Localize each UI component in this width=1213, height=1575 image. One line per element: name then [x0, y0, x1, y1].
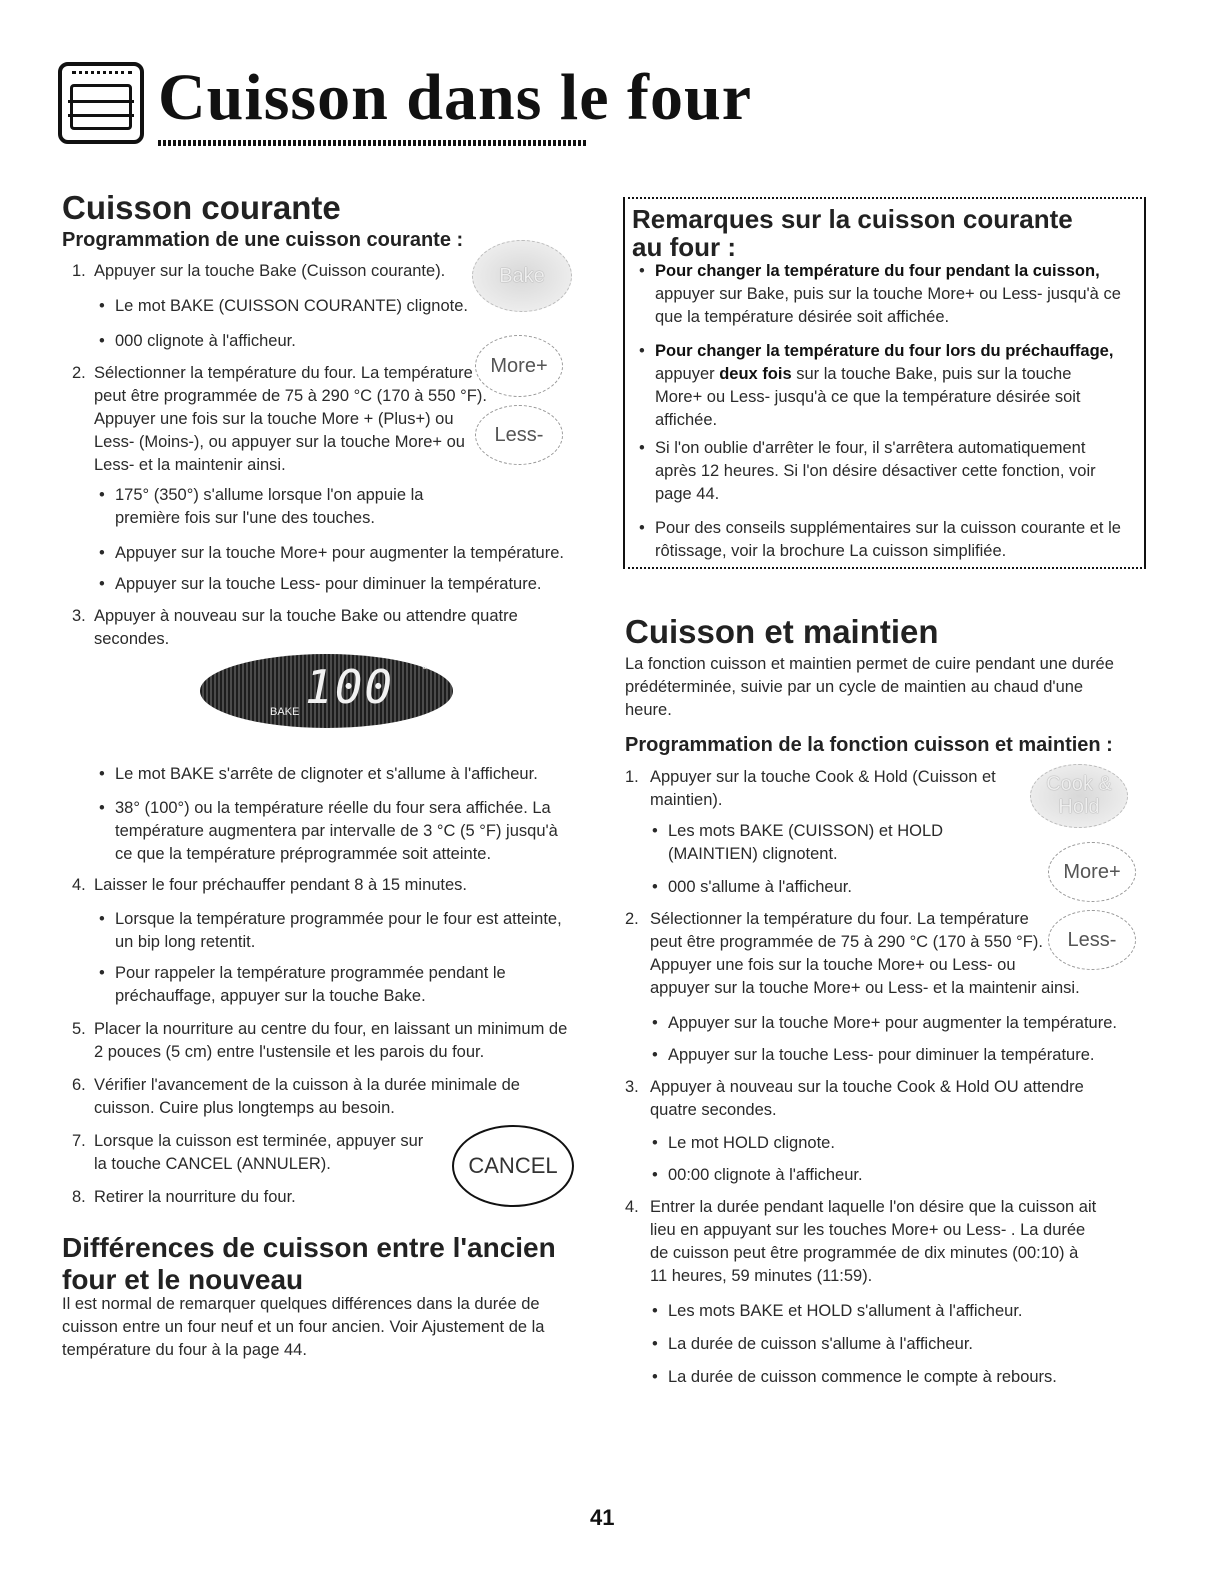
display-degree: °	[422, 662, 428, 678]
bullet-item: • Appuyer sur la touche Less- pour diminuer la température.	[115, 573, 541, 596]
step-text	[650, 1076, 1084, 1122]
text-span: sur la touche Bake, puis sur la touche	[791, 365, 1072, 383]
title-line: four et le nouveau	[62, 1264, 304, 1295]
text-line: que la température désirée soit affichée.	[655, 308, 950, 326]
text-line: Entrer la durée pendant laquelle l'on désire que la cuisson ait	[650, 1198, 1097, 1216]
more-key: More+	[1048, 842, 1136, 902]
title-line: Remarques sur la cuisson courante	[632, 204, 1073, 234]
step-4	[72, 874, 467, 897]
maintien-step-3	[625, 1076, 1084, 1122]
step-text	[94, 362, 487, 477]
display-bake-label: BAKE	[270, 706, 300, 718]
note-bullet	[655, 437, 1096, 506]
bold-text: • Pour changer la température du four lors du préchauffage,	[655, 342, 1114, 360]
step-text	[94, 1074, 520, 1120]
text-line: La fonction cuisson et maintien permet de cuire pendant une durée	[625, 655, 1114, 673]
text-span: appuyer	[655, 365, 720, 383]
text-line: secondes.	[94, 630, 170, 648]
section-title-cuisson-courante: Cuisson courante	[62, 189, 341, 226]
step-text	[94, 1018, 567, 1064]
bold-text: deux fois	[719, 365, 792, 383]
text-line: température augmentera par intervalle de 3 °C (5 °F) jusqu'à	[115, 822, 558, 840]
page-number: 41	[590, 1505, 615, 1530]
bold-text: • Pour changer la température du four pendant la cuisson,	[655, 262, 1100, 280]
text-line: • Si l'on oublie d'arrêter le four, il s'arrêtera automatiquement	[655, 439, 1086, 457]
page-title: Cuisson dans le four	[158, 61, 752, 134]
title-line: au four :	[632, 232, 736, 262]
text-line: • 38° (100°) ou la température réelle du four sera affichée. La	[115, 799, 551, 817]
step-number: 3.	[625, 1078, 639, 1096]
text-line: peut être programmée de 75 à 290 °C (170 à 550 °F).	[650, 933, 1043, 951]
step-text	[650, 1196, 1096, 1288]
bullet-item	[115, 962, 506, 1008]
text-line: température du four à la page 44.	[62, 1341, 307, 1359]
text-line: lieu en appuyant sur les touches More+ ou Less- . La durée	[650, 1221, 1086, 1239]
bullet-item	[115, 908, 562, 954]
text-line: 11 heures, 59 minutes (11:59).	[650, 1267, 873, 1285]
bullet-item	[115, 484, 423, 530]
bullet-item: • Le mot HOLD clignote.	[668, 1132, 835, 1155]
bullet-item: • Le mot BAKE s'arrête de clignoter et s'allume à l'afficheur.	[115, 763, 538, 786]
text-line: 2 pouces (5 cm) entre l'ustensile et les parois du four.	[94, 1043, 485, 1061]
title-underline	[158, 140, 586, 146]
maintien-intro	[625, 653, 1114, 722]
text-line: de cuisson peut être programmée de dix minutes (00:10) à	[650, 1244, 1079, 1262]
text-line	[655, 363, 1113, 386]
bullet-item	[115, 797, 558, 866]
bullet-item: • Appuyer sur la touche Less- pour diminuer la température.	[668, 1044, 1094, 1067]
step-text: Retirer la nourriture du four.	[94, 1188, 296, 1206]
text-line: Sélectionner la température du four. La température	[94, 364, 473, 382]
less-key: Less-	[1048, 910, 1136, 970]
step-number: 8.	[72, 1188, 86, 1206]
bullet-item: • Les mots BAKE et HOLD s'allument à l'afficheur.	[668, 1300, 1023, 1323]
oven-icon	[58, 62, 144, 144]
section-title-differences	[62, 1232, 556, 1296]
text-line: • Les mots BAKE (CUISSON) et HOLD	[668, 822, 944, 840]
bullet-item: • La durée de cuisson s'allume à l'afficheur.	[668, 1333, 973, 1356]
step-8	[72, 1186, 296, 1209]
text-line: rôtissage, voir la brochure La cuisson simplifiée.	[655, 542, 1007, 560]
text-line: Appuyer sur la touche Cook & Hold (Cuisson et	[650, 768, 996, 786]
text-line: Less- (Moins-), ou appuyer sur la touche More+ ou	[94, 433, 465, 451]
step-number: 4.	[625, 1198, 639, 1216]
text-line: appuyer sur Bake, puis sur la touche More+ ou Less- jusqu'à ce	[655, 285, 1121, 303]
text-line: prédéterminée, suivie par un cycle de maintien au chaud d'une	[625, 678, 1084, 696]
text-line: la touche CANCEL (ANNULER).	[94, 1155, 331, 1173]
step-text: Laisser le four préchauffer pendant 8 à 15 minutes.	[94, 876, 468, 894]
text-line: page 44.	[655, 485, 720, 503]
bullet-item: • 000 s'allume à l'afficheur.	[668, 876, 852, 899]
text-line: • Pour rappeler la température programmée pendant le	[115, 964, 506, 982]
text-line: cuisson. Cuire plus longtemps au besoin.	[94, 1099, 395, 1117]
step-7	[72, 1130, 423, 1176]
step-number: 1.	[625, 768, 639, 786]
text-line: Appuyer à nouveau sur la touche Cook & Hold OU attendre	[650, 1078, 1084, 1096]
text-line: maintien).	[650, 791, 723, 809]
maintien-step-2	[625, 908, 1080, 1000]
more-key: More+	[475, 335, 563, 397]
text-line: cuisson entre un four neuf et un four ancien. Voir Ajustement de la	[62, 1318, 545, 1336]
text-line: • Lorsque la température programmée pour le four est atteinte,	[115, 910, 562, 928]
text-line: Appuyer une fois sur la touche More + (Plus+) ou	[94, 410, 454, 428]
differences-paragraph	[62, 1293, 544, 1362]
bullet-item: • 000 clignote à l'afficheur.	[115, 330, 296, 353]
section-title-cuisson-maintien: Cuisson et maintien	[625, 613, 939, 650]
subtitle-programmation-maintien: Programmation de la fonction cuisson et maintien :	[625, 734, 1113, 756]
step-number: 2.	[72, 364, 86, 382]
note-bullet	[655, 260, 1121, 329]
step-text	[94, 1130, 423, 1176]
text-line: Appuyer une fois sur la touche More+ ou Less- ou	[650, 956, 1016, 974]
text-line: préchauffage, appuyer sur la touche Bake.	[115, 987, 426, 1005]
step-text	[650, 908, 1080, 1000]
text-line: première fois sur l'une des touches.	[115, 509, 375, 527]
text-line: peut être programmée de 75 à 290 °C (170 à 550 °F).	[94, 387, 487, 405]
text-line: affichée.	[655, 411, 718, 429]
text-line: heure.	[625, 701, 672, 719]
step-3	[72, 605, 518, 651]
step-6	[72, 1074, 520, 1120]
bullet-item	[668, 820, 943, 866]
text-line: (MAINTIEN) clignotent.	[668, 845, 838, 863]
display-digits: 100	[305, 660, 395, 714]
subtitle-programmation-courante: Programmation de une cuisson courante :	[62, 229, 464, 251]
note-bullet	[655, 340, 1113, 432]
text-line: Placer la nourriture au centre du four, en laissant un minimum de	[94, 1020, 568, 1038]
text-line: Lorsque la cuisson est terminée, appuyer sur	[94, 1132, 424, 1150]
bullet-item: • Le mot BAKE (CUISSON COURANTE) clignote.	[115, 295, 468, 318]
step-2	[72, 362, 487, 477]
bullet-item: • Appuyer sur la touche More+ pour augmenter la température.	[668, 1012, 1117, 1035]
text-line: Sélectionner la température du four. La température	[650, 910, 1029, 928]
text-line: quatre secondes.	[650, 1101, 777, 1119]
step-text	[94, 605, 518, 651]
step-number: 6.	[72, 1076, 86, 1094]
step-number: 3.	[72, 607, 86, 625]
text-line: Appuyer à nouveau sur la touche Bake ou attendre quatre	[94, 607, 518, 625]
text-line: • 175° (350°) s'allume lorsque l'on appuie la	[115, 486, 424, 504]
step-number: 1.	[72, 262, 86, 280]
title-line: Différences de cuisson entre l'ancien	[62, 1232, 556, 1263]
step-number: 7.	[72, 1132, 86, 1150]
cook-hold-key: Cook & Hold	[1030, 764, 1128, 828]
text-line: • Pour des conseils supplémentaires sur la cuisson courante et le	[655, 519, 1121, 537]
cancel-key: CANCEL	[452, 1125, 574, 1207]
bullet-item: • Appuyer sur la touche More+ pour augmenter la température.	[115, 542, 564, 565]
text-line: appuyer sur la touche More+ ou Less- et la maintenir ainsi.	[650, 979, 1080, 997]
notes-title	[632, 205, 1073, 261]
step-number: 2.	[625, 910, 639, 928]
text-line: Less- et la maintenir ainsi.	[94, 456, 286, 474]
bullet-item: • 00:00 clignote à l'afficheur.	[668, 1164, 863, 1187]
bake-key: Bake	[472, 240, 572, 312]
note-bullet	[655, 517, 1121, 563]
text-line: ce que la température préprogrammée soit atteinte.	[115, 845, 492, 863]
step-number: 5.	[72, 1020, 86, 1038]
text-line: Il est normal de remarquer quelques différences dans la durée de	[62, 1295, 540, 1313]
text-line: après 12 heures. Si l'on désire désactiver cette fonction, voir	[655, 462, 1096, 480]
text-line: un bip long retentit.	[115, 933, 256, 951]
less-key: Less-	[475, 405, 563, 465]
step-5	[72, 1018, 567, 1064]
step-text	[650, 766, 996, 812]
step-text: Appuyer sur la touche Bake (Cuisson courante).	[94, 262, 446, 280]
text-line: Vérifier l'avancement de la cuisson à la durée minimale de	[94, 1076, 520, 1094]
maintien-step-1	[625, 766, 996, 812]
text-line: More+ ou Less- jusqu'à ce que la température désirée soit	[655, 388, 1081, 406]
step-number: 4.	[72, 876, 86, 894]
maintien-step-4	[625, 1196, 1096, 1288]
bullet-item: • La durée de cuisson commence le compte à rebours.	[668, 1366, 1057, 1389]
